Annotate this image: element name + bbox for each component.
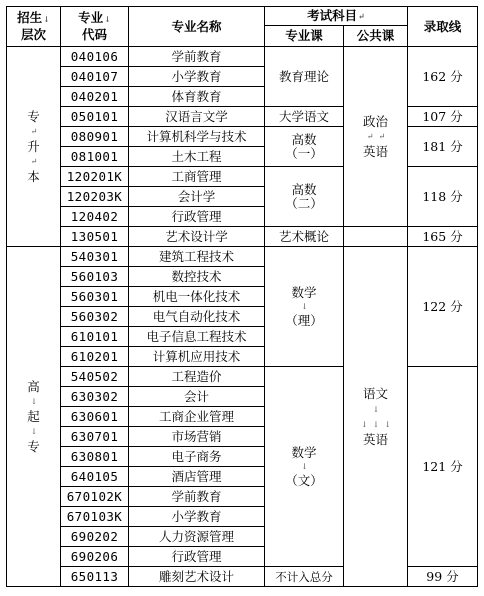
cutoff-cell: 162 分 [408,47,478,107]
major-name: 土木工程 [129,147,265,167]
major-name: 酒店管理 [129,467,265,487]
major-code: 690206 [61,547,129,567]
major-name: 雕刻艺术设计 [129,567,265,587]
major-name: 电气自动化技术 [129,307,265,327]
major-code: 610201 [61,347,129,367]
section-char: 专 [27,108,40,124]
major-name: 体育教育 [129,87,265,107]
major-name: 市场营销 [129,427,265,447]
header-code: 专业↓ 代码 [61,7,129,47]
down-arrow-icon: ↓ [372,420,380,429]
header-level: 招生↓ 层次 [7,7,61,47]
major-code: 040107 [61,67,129,87]
major-name: 数控技术 [129,267,265,287]
major-name: 会计 [129,387,265,407]
major-code: 081001 [61,147,129,167]
para-mark-icon: ↵ [358,11,365,22]
major-name: 工商企业管理 [129,407,265,427]
major-code: 080901 [61,127,129,147]
major-name: 人力资源管理 [129,527,265,547]
cutoff-cell: 181 分 [408,127,478,167]
header-public-course: 公共课 [344,26,408,47]
public-course-cell [344,227,408,247]
section-label-zsb [7,47,61,247]
header-exam-subjects: 考试科目↵ [265,7,408,26]
major-code: 560302 [61,307,129,327]
section-char: 起 [27,408,40,424]
major-name: 行政管理 [129,207,265,227]
public-course-cell: 政治 ↵ ↵ 英语 [344,47,408,227]
cutoff-cell: 122 分 [408,247,478,367]
major-code: 540301 [61,247,129,267]
major-code: 130501 [61,227,129,247]
major-code: 670103K [61,507,129,527]
cutoff-cell: 118 分 [408,167,478,227]
major-code: 630601 [61,407,129,427]
public-course-cell: 语文 ↓ ↓ ↓ ↓ 英语 [344,247,408,587]
down-arrow-icon: ↓ [104,13,111,24]
major-code: 040106 [61,47,129,67]
section-label-gqz [7,247,61,587]
major-course-cell: 不计入总分 [265,567,344,587]
major-code: 640105 [61,467,129,487]
major-code: 630302 [61,387,129,407]
major-name: 电子商务 [129,447,265,467]
major-code: 540502 [61,367,129,387]
major-name: 机电一体化技术 [129,287,265,307]
cutoff-cell: 121 分 [408,367,478,567]
major-name: 工程造价 [129,367,265,387]
down-arrow-icon: ↓ [30,397,38,406]
major-code: 120201K [61,167,129,187]
major-course-cell: 高数 （一） [265,127,344,167]
major-code: 610101 [61,327,129,347]
major-code: 630801 [61,447,129,467]
major-code: 120402 [61,207,129,227]
section-char: 本 [27,168,40,184]
major-name: 艺术设计学 [129,227,265,247]
para-mark-icon: ↵ [378,132,386,141]
major-course-cell: 艺术概论 [265,227,344,247]
down-arrow-icon: ↓ [30,427,38,436]
major-name: 学前教育 [129,487,265,507]
down-arrow-icon: ↓ [43,13,50,24]
major-code: 050101 [61,107,129,127]
major-name: 汉语言文学 [129,107,265,127]
major-course-cell: 教育理论 [265,47,344,107]
major-name: 小学教育 [129,507,265,527]
cutoff-cell: 107 分 [408,107,478,127]
header-major-course: 专业课 [265,26,344,47]
para-mark-icon: ↵ [366,132,374,141]
down-arrow-icon: ↓ [360,420,368,429]
major-course-cell: 高数 （二） [265,167,344,227]
major-code: 630701 [61,427,129,447]
major-code: 040201 [61,87,129,107]
major-name: 小学教育 [129,67,265,87]
admission-score-table [6,6,478,587]
major-name: 学前教育 [129,47,265,67]
down-arrow-icon: ↓ [301,461,308,471]
major-course-cell: 大学语文 [265,107,344,127]
cutoff-cell: 99 分 [408,567,478,587]
cutoff-cell: 165 分 [408,227,478,247]
major-code: 560103 [61,267,129,287]
major-name: 工商管理 [129,167,265,187]
major-course-cell: 数学 ↓ （文） [265,367,344,567]
major-name: 行政管理 [129,547,265,567]
major-code: 670102K [61,487,129,507]
section-char: 专 [27,438,40,454]
para-mark-icon: ↵ [30,127,38,136]
major-name: 会计学 [129,187,265,207]
major-code: 560301 [61,287,129,307]
major-name: 计算机科学与技术 [129,127,265,147]
down-arrow-icon: ↓ [384,420,392,429]
major-name: 计算机应用技术 [129,347,265,367]
major-name: 建筑工程技术 [129,247,265,267]
major-code: 690202 [61,527,129,547]
major-code: 650113 [61,567,129,587]
section-char: 升 [27,138,40,154]
section-char: 高 [27,378,40,394]
admission-table-wrapper [6,6,477,591]
header-cutoff: 录取线 [408,7,478,47]
down-arrow-icon: ↓ [301,301,308,311]
major-name: 电子信息工程技术 [129,327,265,347]
major-code: 120203K [61,187,129,207]
header-major-name: 专业名称 [129,7,265,47]
para-mark-icon: ↵ [30,157,38,166]
down-arrow-icon: ↓ [372,405,380,414]
major-course-cell: 数学 ↓ （理） [265,247,344,367]
